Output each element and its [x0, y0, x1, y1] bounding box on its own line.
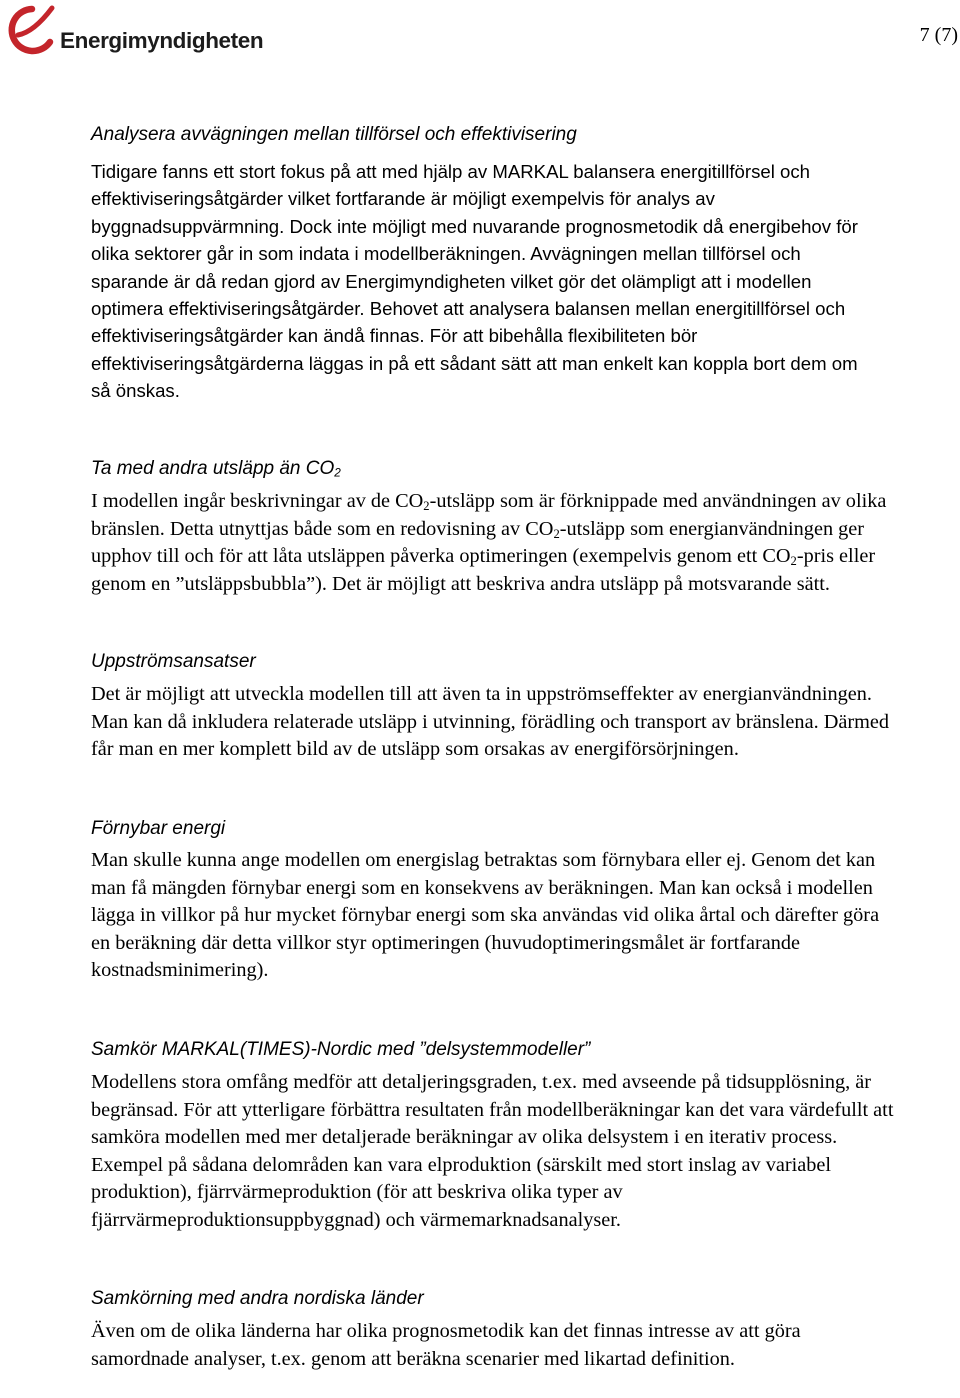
section-body-co2: I modellen ingår beskrivningar av de $CO_2$-utsläpp som är förknippade med användningen av olika bränslen. Detta utnyttjas både som en redovisning av $CO_2$-utsläpp som energianvändningen ger upphov till och för att låta utsläppen påverka optimeringen (exempelvis genom ett $CO_2$-pris eller genom en ”utsläppsbubbla”). Det är möjligt att beskriva andra utsläpp på motsvarande sätt. — [91, 490, 887, 595]
section-heading-co2: Ta med andra utsläpp än $CO_2$ — [91, 458, 341, 480]
section-body-nordiska: Även om de olika länderna har olika prognosmetodik kan det finnas intresse av att göra samordnade analyser, t.ex. genom att beräkna scenarier med likartad definition. — [91, 1320, 801, 1370]
section-heading-tillforsel: Analysera avvägningen mellan tillförsel och effektivisering — [91, 124, 577, 145]
section-heading-fornybar: Förnybar energi — [91, 818, 226, 839]
section-heading-uppstroms: Uppströmsansatser — [91, 651, 256, 672]
section-heading-samkor: Samkör MARKAL(TIMES)-Nordic med ”delsystemmodeller” — [91, 1039, 591, 1060]
section-heading-nordiska: Samkörning med andra nordiska länder — [91, 1288, 424, 1309]
page-number: 7 (7) — [919, 24, 958, 46]
section-body-fornybar: Man skulle kunna ange modellen om energislag betraktas som förnybara eller ej. Genom det kan man få mängden förnybar energi som en konsekvens av beräkningen. Man kan också i modellen lägga in villkor på hur mycket förnybar energi som ska användas vid olika årtal och därefter göra en beräkning där detta villkor styr optimeringen (huvudoptimeringsmålet är fortfarande kostnadsminimering). — [91, 849, 880, 982]
section-body-tillforsel: Tidigare fanns ett stort fokus på att med hjälp av MARKAL balansera energitillförsel och effektiviseringsåtgärder vilket fortfarande är möjligt exempelvis för analys av byggnadsuppvärmning. Dock inte möjligt med nuvarande prognosmetodik då energibehov för olika sektorer går in som indata i modellberäkningen. Avvägningen mellan tillförsel och sparande är då redan gjord av Energimyndigheten vilket gör det olämpligt att i modellen optimera effektiviseringsåtgärder. Behovet att analysera balansen mellan energitillförsel och effektiviseringsåtgärder kan ändå finnas. För att bibehålla flexibiliteten bör effektiviseringsåtgärderna läggas in på ett sådant sätt att man enkelt kan koppla bort dem om så önskas. — [91, 161, 858, 402]
section-body-uppstroms: Det är möjligt att utveckla modellen till att även ta in uppströmseffekter av energianvändningen. Man kan då inkludera relaterade utsläpp i utvinning, förädling och transport av bränslena. Därmed får man en mer komplett bild av de utsläpp som orsakas av energiförsörjningen. — [91, 683, 890, 761]
logo-mark-icon — [4, 4, 62, 60]
logo-wordmark: Energimyndigheten — [60, 28, 264, 53]
section-body-samkor: Modellens stora omfång medför att detaljeringsgraden, t.ex. med avseende på tidsupplösning, är begränsad. För att ytterligare förbättra resultaten från modellberäkningar kan det vara värdefullt att samköra modellen med mer detaljerade beräkningar av olika delsystem i en iterativ process. Exempel på sådana delområden kan vara elproduktion (särskilt med stort inslag av variabel produktion), fjärrvärmeproduktion (för att beskriva olika typer av fjärrvärmeproduktionsuppbyggnad) och värmemarknadsanalyser. — [91, 1071, 894, 1231]
energimyndigheten-logo — [4, 4, 264, 60]
